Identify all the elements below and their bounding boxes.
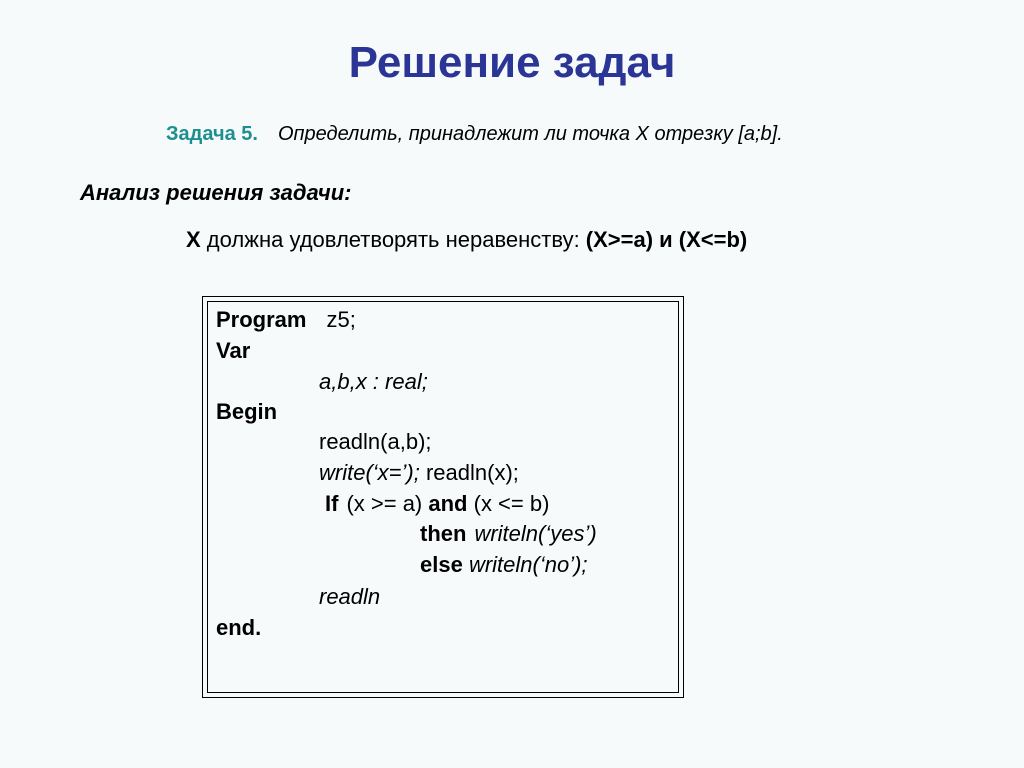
slide-title: Решение задач: [348, 38, 676, 87]
task-statement: [166, 120, 783, 148]
condition-text: должна удовлетворять неравенству:: [200, 227, 586, 252]
keyword-and: and: [428, 491, 468, 516]
code-line-write: [319, 458, 519, 488]
analysis-heading: Анализ решения задачи:: [80, 180, 352, 205]
if-condition-1: (x >= a): [346, 491, 429, 516]
code-line-if: [325, 489, 549, 519]
code-line-then: [420, 519, 597, 549]
code-line-else: [420, 550, 588, 580]
code-line-var: [216, 336, 250, 366]
code-line-declaration: a,b,x : real;: [319, 369, 428, 394]
code-line-program: [216, 305, 356, 335]
keyword-end: end.: [216, 615, 262, 640]
if-condition-2: (x <= b): [467, 491, 550, 516]
writeln-no: writeln(‘no’);: [462, 552, 588, 577]
keyword-begin: Begin: [216, 399, 278, 424]
write-call: write(‘x=’);: [319, 460, 420, 485]
writeln-yes: writeln(‘yes’): [474, 521, 597, 546]
code-frame: [202, 296, 684, 698]
code-line-readln-ab: readln(a,b);: [319, 429, 432, 454]
keyword-then: then: [420, 521, 467, 546]
code-line-readln: readln: [319, 584, 381, 609]
task-text: Определить, принадлежит ли точка X отрезку [a;b].: [277, 123, 783, 145]
condition-line: [186, 225, 747, 255]
keyword-program: Program: [216, 307, 307, 332]
code-line-begin: [216, 397, 277, 427]
readln-x: readln(x);: [419, 460, 519, 485]
code-line-end: [216, 613, 261, 643]
program-name: z5;: [326, 307, 356, 332]
task-label: Задача 5.: [166, 123, 258, 145]
keyword-else: else: [420, 552, 463, 577]
keyword-var: Var: [216, 338, 251, 363]
condition-variable: X: [186, 227, 201, 252]
keyword-if: If: [325, 491, 339, 516]
condition-expression: (X>=a) и (X<=b): [585, 227, 748, 252]
